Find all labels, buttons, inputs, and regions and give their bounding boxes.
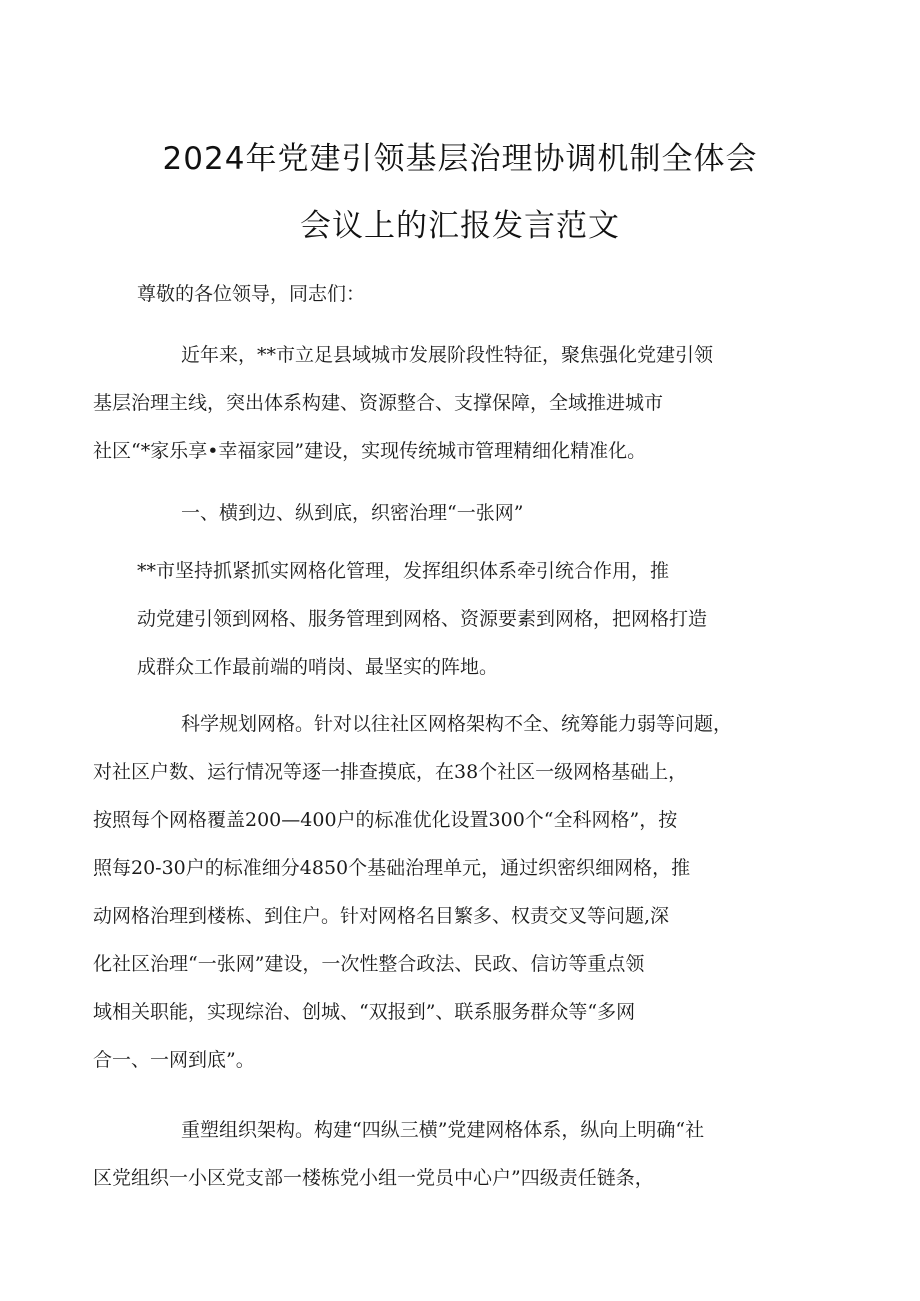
- paragraph-line: 化社区治理“一张网”建设，一次性整合政法、民政、信访等重点领: [93, 953, 645, 975]
- paragraph-line: **市坚持抓紧抓实网格化管理，发挥组织体系牵引统合作用，推: [137, 560, 670, 582]
- paragraph-line: 基层治理主线，突出体系构建、资源整合、支撑保障，全域推进城市: [93, 392, 664, 414]
- paragraph-line: 对社区户数、运行情况等逐一排查摸底，在38个社区一级网格基础上，: [93, 761, 688, 783]
- paragraph-org-structure: [93, 1106, 797, 1202]
- paragraph-line: 近年来，**市立足县域城市发展阶段性特征，聚焦强化党建引领: [181, 344, 714, 366]
- paragraph-line: 动党建引领到网格、服务管理到网格、资源要素到网格，把网格打造: [137, 608, 708, 630]
- paragraph-intro: [93, 331, 797, 475]
- paragraph-line: 域相关职能，实现综治、创城、“双报到”、联系服务群众等“多网: [93, 1001, 636, 1023]
- paragraph-line: 科学规划网格。针对以往社区网格架构不全、统筹能力弱等问题，: [181, 713, 733, 735]
- section-heading-1: 一、横到边、纵到底，织密治理“一张网”: [181, 502, 524, 524]
- paragraph-grid-planning: [93, 700, 797, 1084]
- paragraph-line: 重塑组织架构。构建“四纵三横”党建网格体系，纵向上明确“社: [181, 1119, 705, 1141]
- document-title-line-2: 会议上的汇报发言范文: [300, 208, 620, 244]
- paragraph-line: 区党组织一小区党支部一楼栋党小组一党员中心户”四级责任链条，: [93, 1167, 654, 1189]
- paragraph-section1-intro: [137, 547, 797, 691]
- salutation: 尊敬的各位领导，同志们：: [137, 283, 366, 305]
- paragraph-line: 按照每个网格覆盖200—400户的标准优化设置300个“全科网格”，按: [93, 809, 678, 831]
- paragraph-line: 动网格治理到楼栋、到住户。针对网格名目繁多、权责交叉等问题,深: [93, 905, 670, 927]
- paragraph-line: 照每20-30户的标准细分4850个基础治理单元，通过织密织细网格，推: [93, 857, 691, 879]
- paragraph-line: 社区“*家乐享•幸福家园”建设，实现传统城市管理精细化精准化。: [93, 440, 647, 462]
- paragraph-line: 成群众工作最前端的哨岗、最坚实的阵地。: [137, 656, 499, 678]
- document-title-line-1: 2024年党建引领基层治理协调机制全体会: [162, 141, 758, 177]
- paragraph-line: 合一、一网到底”。: [93, 1049, 255, 1071]
